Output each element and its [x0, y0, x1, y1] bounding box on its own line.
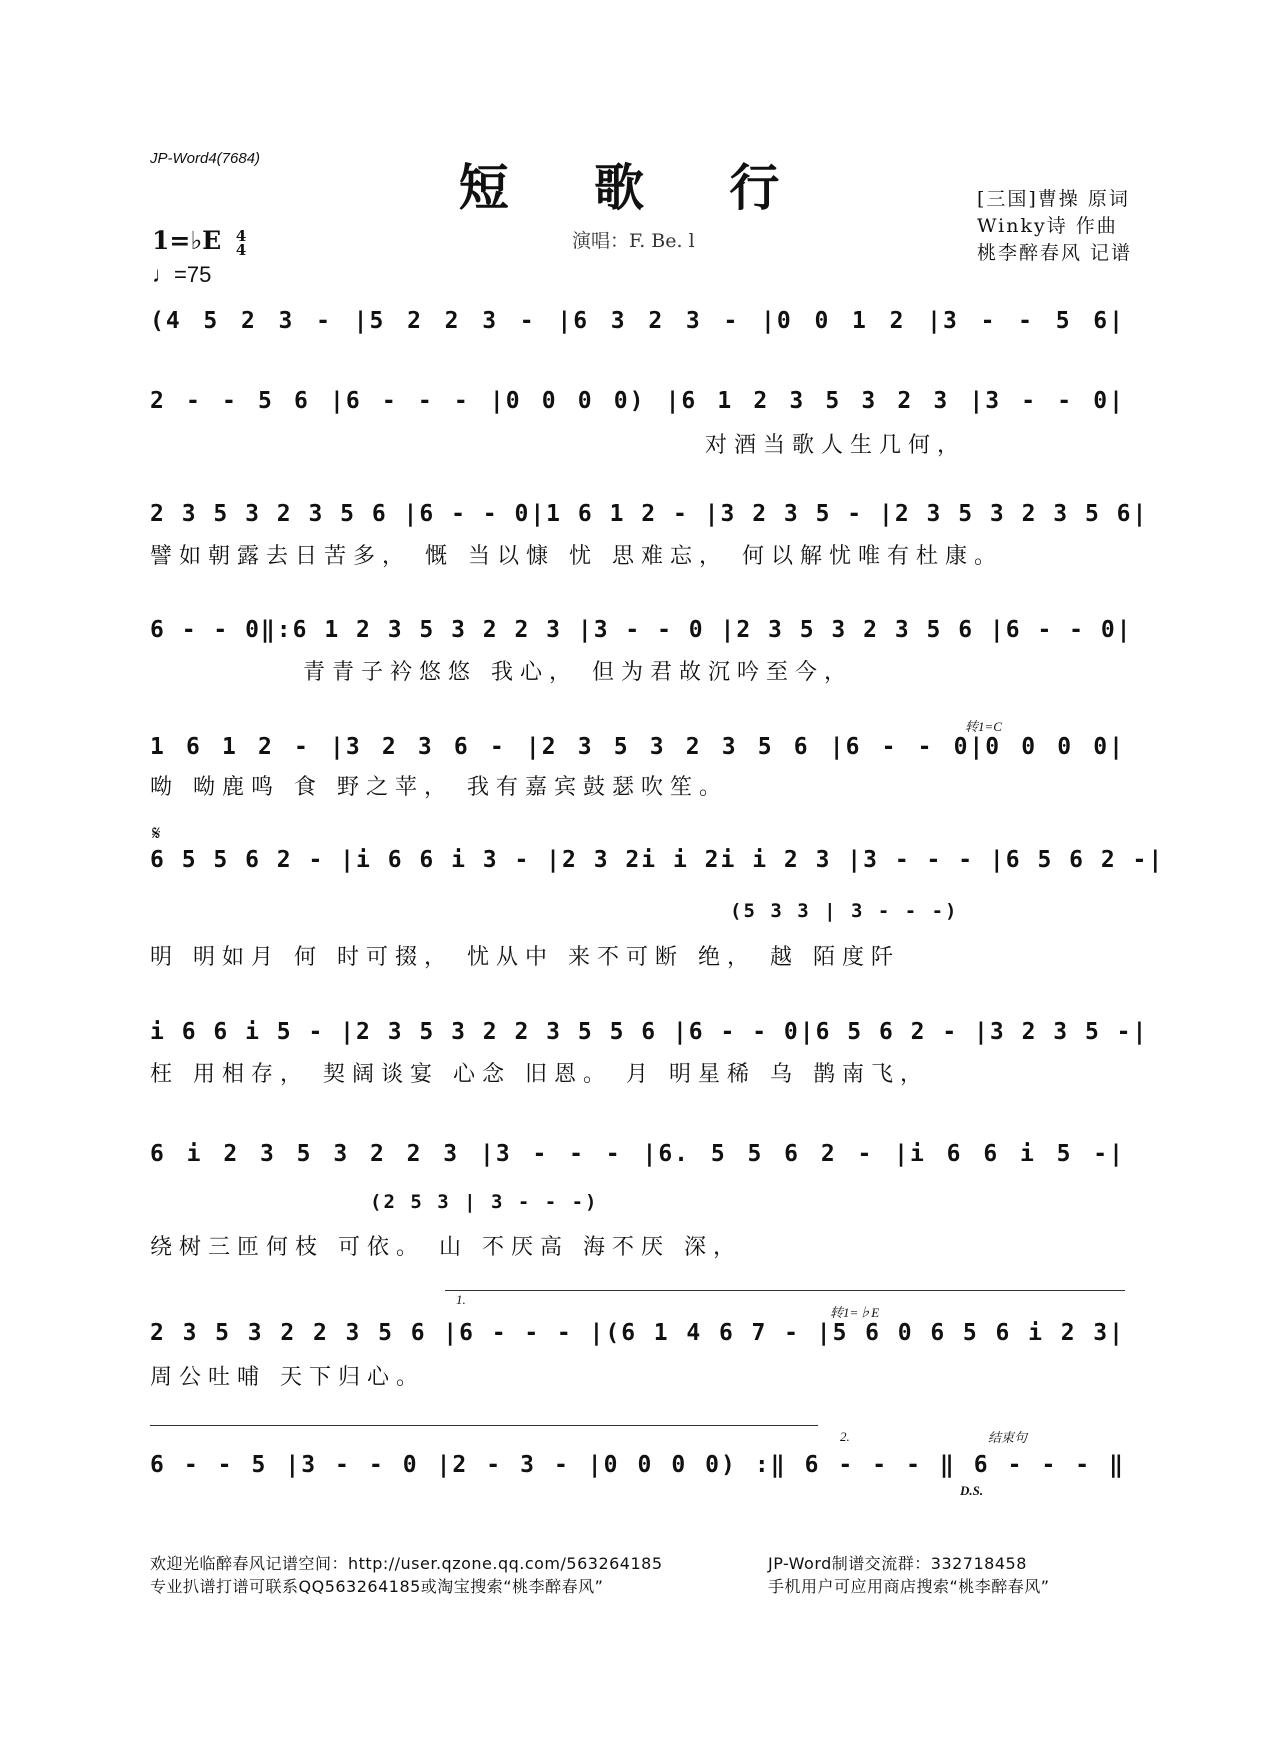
footer-app: 手机用户可应用商店搜索“桃李醉春风”	[768, 1577, 1050, 1596]
notes-line: 2 3 5 3 2 2 3 5 6 |6 - - - |(6 1 4 6 7 - |5 6 0 6 5 6 i 2 3|	[150, 1320, 1125, 1346]
time-top: 4	[235, 226, 247, 245]
footer-website: 欢迎光临醉春风记谱空间：http://user.qzone.qq.com/563264185	[150, 1554, 663, 1573]
notes-line: 6 - - 5 |3 - - 0 |2 - 3 - |0 0 0 0) :‖ 6 - - - ‖ 6 - - - ‖	[150, 1452, 1125, 1478]
segno-sign: 𝄋	[152, 823, 161, 845]
time-signature	[235, 226, 247, 259]
notes-line: 2 - - 5 6 |6 - - - |0 0 0 0) |6 1 2 3 5 3 2 3 |3 - - 0|	[150, 388, 1125, 414]
volta-2-marker: 2.	[840, 1429, 850, 1444]
software-label: JP-Word4(7684)	[150, 150, 261, 167]
key-change-marker: 转1=♭E	[830, 1305, 880, 1320]
footer-right	[768, 1552, 1050, 1598]
notes-line: 1 6 1 2 - |3 2 3 6 - |2 3 5 3 2 3 5 6 |6 - - 0|0 0 0 0|	[150, 734, 1125, 760]
notes-line: (4 5 2 3 - |5 2 2 3 - |6 3 2 3 - |0 0 1 2 |3 - - 5 6|	[150, 308, 1125, 334]
footer-group: JP-Word制谱交流群：332718458	[768, 1554, 1027, 1573]
transcriber-credit: 桃李醉春风 记谱	[976, 242, 1132, 264]
lyrics-line: 枉 用相存， 契阔谈宴 心念 旧恩。 月 明星稀 乌 鹊南飞，	[150, 1062, 929, 1087]
lyrics-line: 青青子衿悠悠 我心， 但为君故沉吟至今，	[303, 660, 853, 685]
footer-left	[150, 1552, 663, 1598]
notes-line: i 6 6 i 5 - |2 3 5 3 2 2 3 5 5 6 |6 - - 0|6 5 6 2 - |3 2 3 5 -|	[150, 1019, 1149, 1045]
lyricist-credit: [三国]曹操 原词	[976, 188, 1130, 210]
ending-phrase-marker: 结束句	[988, 1430, 1028, 1445]
tempo-mark: ♩=75	[152, 262, 212, 287]
lyrics-line: 譬如朝露去日苦多， 慨 当以慷 忧 思难忘， 何以解忧唯有杜康。	[150, 544, 1003, 569]
volta-1-marker: 1.	[456, 1292, 466, 1307]
footer-contact: 专业扒谱打谱可联系QQ563264185或淘宝搜索“桃李醉春风”	[150, 1577, 604, 1596]
notes-line: 6 i 2 3 5 3 2 2 3 |3 - - - |6. 5 5 6 2 - |i 6 6 i 5 -|	[150, 1141, 1125, 1167]
ds-marker: D.S.	[960, 1483, 984, 1498]
notes-line: 6 5 5 6 2 - |i 6 6 i 3 - |2 3 2i i 2i i 2 3 |3 - - - |6 5 6 2 -|	[150, 847, 1165, 873]
composer-credit: Winky诗 作曲	[976, 215, 1118, 237]
key-change-marker: 转1=C	[965, 719, 1002, 734]
lyrics-line: 周公吐哺 天下归心。	[150, 1365, 425, 1390]
notes-line: 6 - - 0‖:6 1 2 3 5 3 2 2 3 |3 - - 0 |2 3 5 3 2 3 5 6 |6 - - 0|	[150, 617, 1133, 643]
key-signature	[152, 226, 246, 257]
key-label: 1=♭E	[152, 226, 222, 255]
singer-label: 演唱：F. Be. l	[572, 230, 695, 252]
time-bottom: 4	[235, 240, 247, 259]
lyrics-line: 对酒当歌人生几何，	[705, 433, 967, 458]
lyrics-line: 绕树三匝何枝 可依。 山 不厌高 海不厌 深，	[150, 1235, 742, 1260]
repeat-bracket-line	[150, 1425, 818, 1426]
song-title: 短 歌 行	[458, 158, 814, 217]
volta-bracket-line	[445, 1290, 1125, 1291]
lyrics-line: 明 明如月 何 时可掇， 忧从中 来不可断 绝， 越 陌度阡	[150, 945, 900, 970]
lyrics-line: 呦 呦鹿鸣 食 野之苹， 我有嘉宾鼓瑟吹笙。	[150, 775, 728, 800]
notes-line: 2 3 5 3 2 3 5 6 |6 - - 0|1 6 1 2 - |3 2 3 5 - |2 3 5 3 2 3 5 6|	[150, 501, 1149, 527]
credits	[977, 186, 1132, 267]
sub-notes-line: (5 3 3 | 3 - - -)	[730, 900, 959, 922]
sub-notes-line: (2 5 3 | 3 - - -)	[370, 1191, 599, 1213]
